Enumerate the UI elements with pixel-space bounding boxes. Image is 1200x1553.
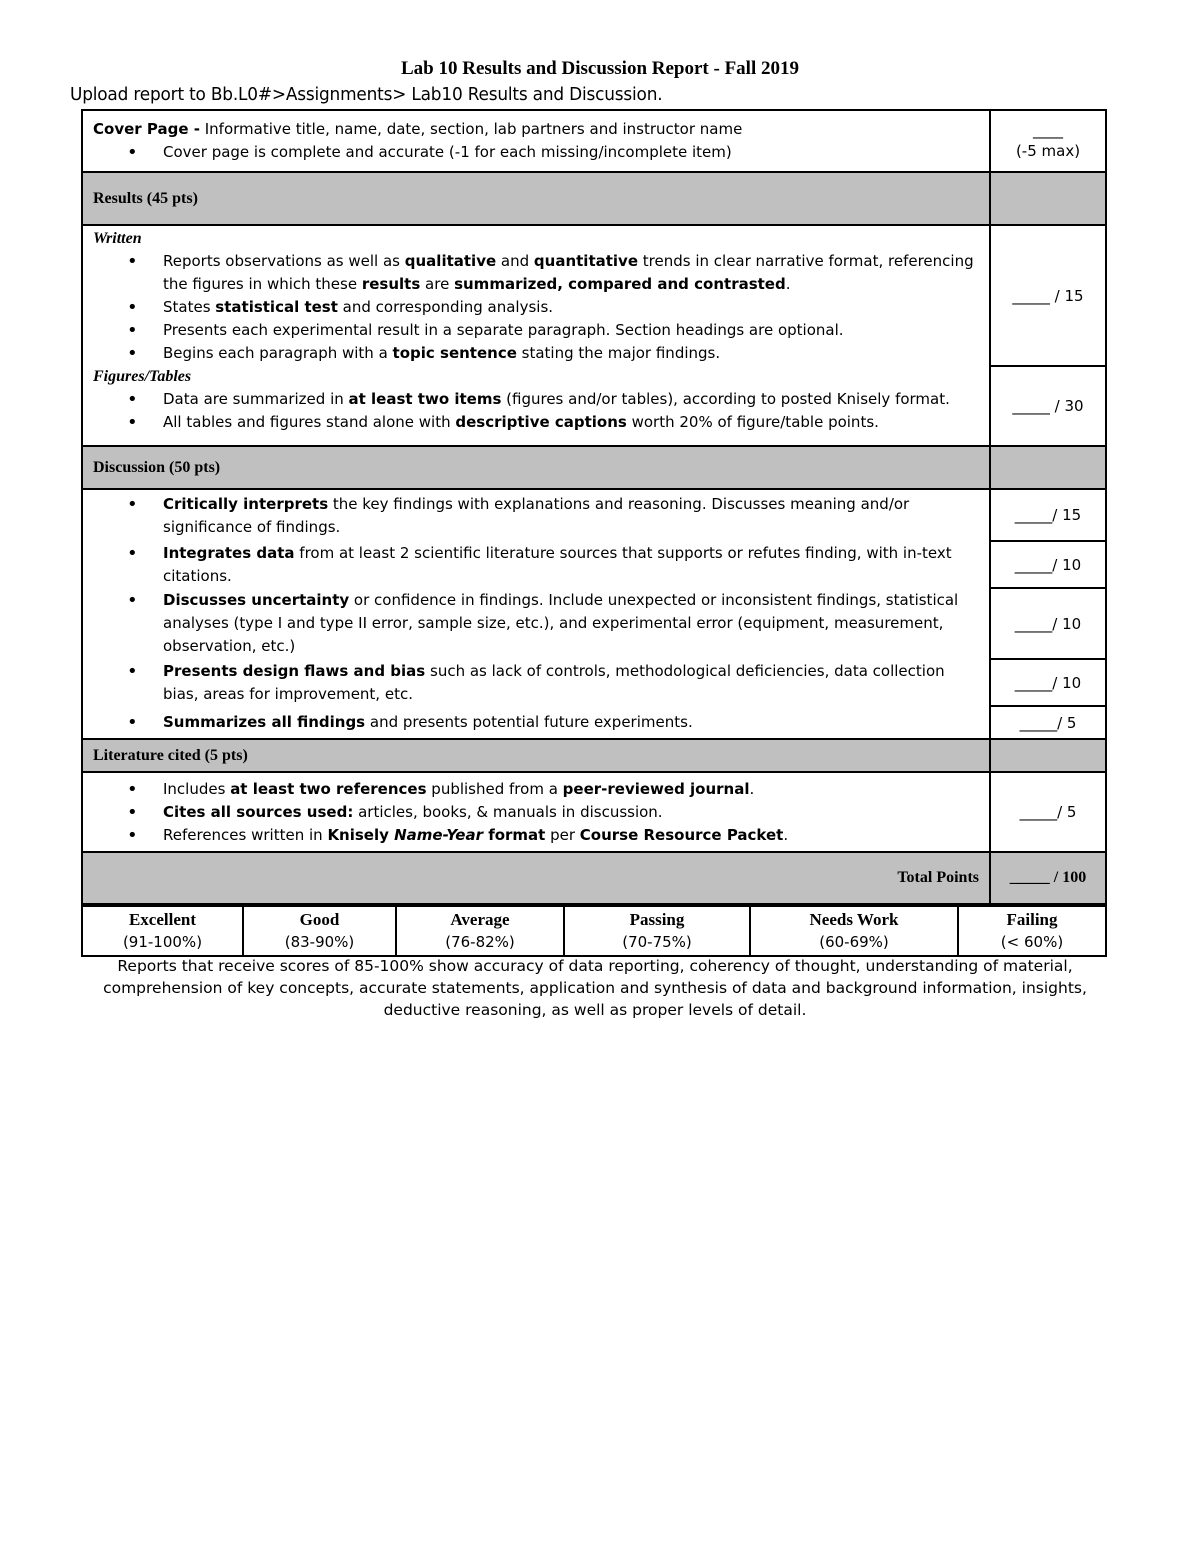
figures-score: _____ / 30 — [990, 366, 1106, 446]
discussion-row — [82, 489, 1106, 541]
discussion-bullet-uncertainty: • Discusses uncertainty or confidence in findings. Include unexpected or inconsistent findings, statistical analyses (type I and type II error, sample size, etc.), and experimental error (equipment, measurement, observation, etc.) — [163, 589, 979, 658]
total-score: _____ / 100 — [990, 852, 1106, 904]
literature-row — [82, 772, 1106, 852]
grading-footnote: Reports that receive scores of 85-100% show accuracy of data reporting, coherency of thought, understanding of material, comprehension of key concepts, accurate statements, application and synthesis of data and background information, insights, deductive reasoning, as well as proper levels of detail. — [103, 957, 1087, 1019]
grade-name: Needs Work — [809, 910, 899, 929]
discussion-score: _____/ 5 — [990, 706, 1106, 739]
results-figures-row — [82, 366, 1106, 446]
discussion-bullet-integrates: • Integrates data from at least 2 scientific literature sources that supports or refutes finding, with in-text citations. — [163, 542, 979, 588]
grade-cell — [958, 906, 1106, 956]
written-bullet-paragraphs: • Presents each experimental result in a separate paragraph. Section headings are optional. — [163, 319, 979, 342]
literature-bullet-sources: • Cites all sources used: articles, books, & manuals in discussion. — [163, 801, 979, 824]
grade-name: Good — [299, 910, 340, 929]
written-bullet-observations: • Reports observations as well as qualitative and quantitative trends in clear narrative format, referencing the figures in which these results are summarized, compared and contrasted. — [163, 250, 979, 296]
written-criteria — [82, 225, 990, 366]
upload-instructions: Upload report to Bb.L0#>Assignments> Lab10 Results and Discussion. — [70, 84, 663, 105]
discussion-criteria — [82, 659, 990, 706]
literature-heading-score — [990, 739, 1106, 772]
cover-page-blank: ____ — [1033, 120, 1063, 139]
grade-cell — [396, 906, 564, 956]
discussion-criteria — [82, 588, 990, 659]
cover-page-row — [82, 110, 1106, 172]
cover-page-text: Informative title, name, date, section, lab partners and instructor name — [199, 120, 743, 138]
discussion-heading-score — [990, 446, 1106, 489]
cover-page-criteria — [82, 110, 990, 172]
cover-page-score — [990, 110, 1106, 172]
grade-cell — [750, 906, 958, 956]
grade-range: (91-100%) — [122, 933, 203, 951]
results-heading: Results (45 pts) — [82, 172, 990, 225]
grade-range: (< 60%) — [1000, 933, 1064, 951]
written-bullet-statistics: • States statistical test and corresponding analysis. — [163, 296, 979, 319]
grade-scale-table — [81, 905, 1107, 957]
literature-criteria — [82, 772, 990, 852]
grade-range: (60-69%) — [819, 933, 889, 951]
grade-range: (70-75%) — [622, 933, 692, 951]
discussion-bullet-summarizes: • Summarizes all findings and presents potential future experiments. — [163, 711, 979, 734]
discussion-row — [82, 588, 1106, 659]
page-title: Lab 10 Results and Discussion Report - Fall 2019 — [401, 58, 799, 79]
literature-heading: Literature cited (5 pts) — [82, 739, 990, 772]
figures-bullet-summary: • Data are summarized in at least two items (figures and/or tables), according to posted Knisely format. — [163, 388, 979, 411]
discussion-score: _____/ 10 — [990, 588, 1106, 659]
results-heading-score — [990, 172, 1106, 225]
discussion-score: _____/ 15 — [990, 489, 1106, 541]
literature-bullet-format: • References written in Knisely Name-Year format per Course Resource Packet. — [163, 824, 979, 847]
discussion-section-row — [82, 446, 1106, 489]
cover-page-label: Cover Page - — [93, 120, 200, 138]
discussion-heading: Discussion (50 pts) — [82, 446, 990, 489]
written-bullet-topic-sentence: • Begins each paragraph with a topic sentence stating the major findings. — [163, 342, 979, 365]
grade-range: (83-90%) — [284, 933, 355, 951]
results-section-row — [82, 172, 1106, 225]
grade-name: Failing — [1006, 910, 1058, 929]
discussion-score: _____/ 10 — [990, 541, 1106, 588]
figures-criteria — [82, 366, 990, 446]
discussion-row — [82, 706, 1106, 739]
literature-score: _____/ 5 — [990, 772, 1106, 852]
written-score: _____ / 15 — [990, 225, 1106, 366]
cover-page-bullet: • Cover page is complete and accurate (-1 for each missing/incomplete item) — [163, 141, 979, 164]
results-written-row — [82, 225, 1106, 366]
grade-cell — [82, 906, 243, 956]
discussion-criteria — [82, 541, 990, 588]
discussion-criteria — [82, 706, 990, 739]
cover-page-max: (-5 max) — [1015, 141, 1081, 160]
discussion-bullet-interprets: • Critically interprets the key findings with explanations and reasoning. Discusses meaning and/or significance of findings. — [163, 493, 979, 539]
grade-cell — [564, 906, 750, 956]
discussion-criteria — [82, 489, 990, 541]
discussion-row — [82, 659, 1106, 706]
written-label: Written — [93, 230, 142, 247]
literature-section-row — [82, 739, 1106, 772]
grade-cell — [243, 906, 396, 956]
literature-bullet-references: • Includes at least two references published from a peer-reviewed journal. — [163, 778, 979, 801]
total-label: Total Points — [82, 852, 990, 904]
rubric-table — [81, 109, 1107, 905]
grade-scale-row — [82, 906, 1106, 956]
grade-name: Average — [450, 910, 510, 929]
grade-name: Passing — [629, 910, 685, 929]
discussion-bullet-design-flaws: • Presents design flaws and bias such as lack of controls, methodological deficiencies, data collection bias, areas for improvement, etc. — [163, 660, 979, 706]
figures-label: Figures/Tables — [93, 368, 192, 385]
discussion-row — [82, 541, 1106, 588]
grade-name: Excellent — [128, 910, 197, 929]
grade-range: (76-82%) — [445, 933, 515, 951]
discussion-score: _____/ 10 — [990, 659, 1106, 706]
total-row — [82, 852, 1106, 904]
figures-bullet-captions: • All tables and figures stand alone with descriptive captions worth 20% of figure/table points. — [163, 411, 979, 434]
